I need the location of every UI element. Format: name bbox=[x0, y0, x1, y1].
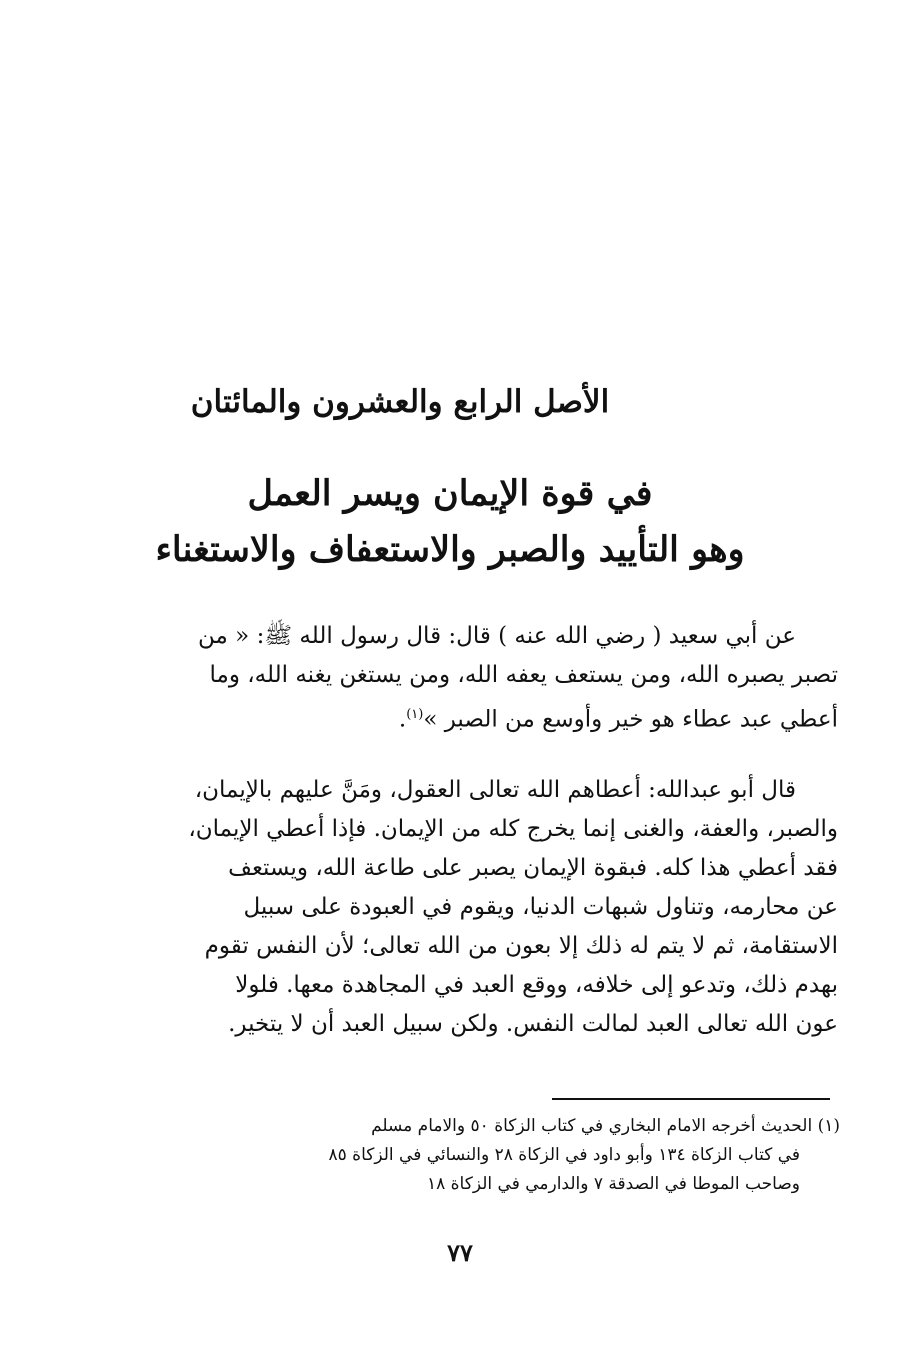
chapter-label: الأصل الرابع والعشرون والمائتان bbox=[190, 384, 610, 420]
text-line: عون الله تعالى العبد لمالت النفس. ولكن سبيل العبد أن لا يتخير. bbox=[228, 1011, 838, 1037]
chapter-title bbox=[110, 466, 790, 578]
text-line: عن أبي سعيد ( رضي الله عنه ) قال: قال رسول الله ﷺ: « من bbox=[198, 623, 796, 649]
commentary-paragraph bbox=[130, 771, 838, 1044]
text-line-content: أعطي عبد عطاء هو خير وأوسع من الصبر » bbox=[423, 706, 838, 733]
text-line: فقد أعطي هذا كله. فبقوة الإيمان يصبر على طاعة الله، ويستعف bbox=[228, 855, 838, 881]
text-line: والصبر، والعفة، والغنى إنما يخرج كله من الإيمان. فإذا أعطي الإيمان، bbox=[188, 816, 838, 842]
text-line: قال أبو عبدالله: أعطاهم الله تعالى العقول، ومَنَّ عليهم بالإيمان، bbox=[194, 777, 796, 803]
text-line: الاستقامة، ثم لا يتم له ذلك إلا بعون من الله تعالى؛ لأن النفس تقوم bbox=[204, 933, 838, 959]
footnote-line: وصاحب الموطا في الصدقة ٧ والدارمي في الزكاة ١٨ bbox=[426, 1174, 800, 1194]
hadith-paragraph bbox=[130, 617, 838, 740]
text-line: عن محارمه، وتناول شبهات الدنيا، ويقوم في العبودة على سبيل bbox=[243, 894, 838, 920]
footnote-reference[interactable]: (١) bbox=[406, 707, 424, 722]
text-line: تصبر يصبره الله، ومن يستعف يعفه الله، ومن يستغن يغنه الله، وما bbox=[209, 662, 838, 688]
chapter-title-line: في قوة الإيمان ويسر العمل bbox=[247, 473, 653, 514]
footnote-line: في كتاب الزكاة ١٣٤ وأبو داود في الزكاة ٢٨ والنسائي في الزكاة ٨٥ bbox=[328, 1145, 800, 1165]
footnotes bbox=[130, 1112, 840, 1199]
chapter-title-line: وهو التأييد والصبر والاستعفاف والاستغناء bbox=[155, 529, 745, 570]
footnote-line: (١) الحديث أخرجه الامام البخاري في كتاب الزكاة ٥٠ والامام مسلم bbox=[371, 1116, 840, 1136]
footnote-divider bbox=[552, 1098, 830, 1100]
page-number: ٧٧ bbox=[447, 1238, 473, 1267]
text-line-last: أعطي عبد عطاء هو خير وأوسع من الصبر »$^{(١)}$. bbox=[398, 706, 838, 733]
text-line: بهدم ذلك، وتدعو إلى خلافه، ووقع العبد في المجاهدة معها. فلولا bbox=[235, 972, 838, 998]
